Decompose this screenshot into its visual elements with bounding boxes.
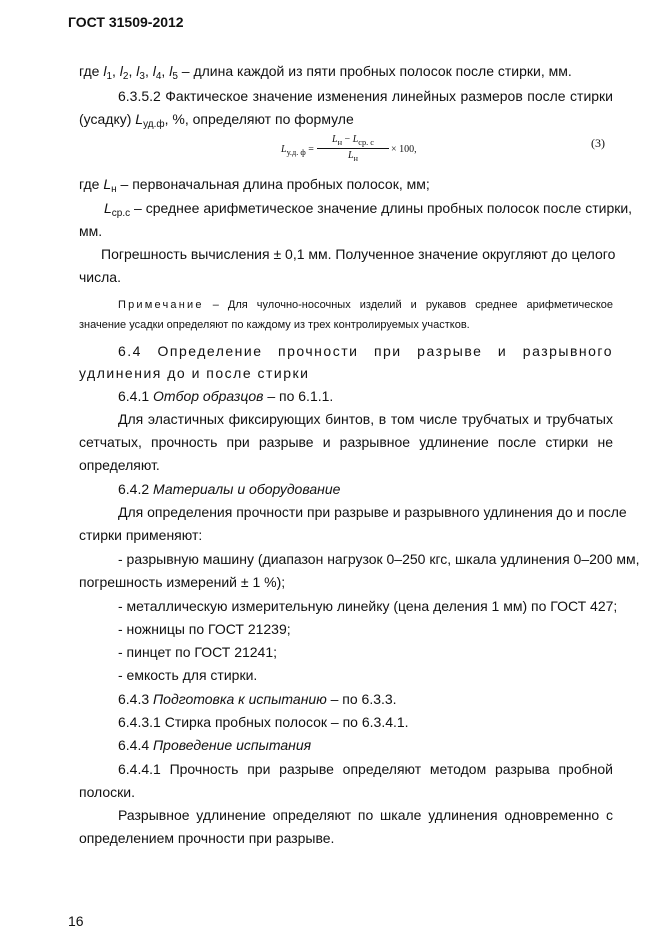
list-item: - разрывную машину (диапазон нагрузок 0–250 кгс, шкала удлинения 0–200 мм, [118, 551, 640, 567]
page-number: 16 [68, 913, 84, 929]
subsection-6-4-1: 6.4.1 Отбор образцов – по 6.1.1. [118, 388, 334, 404]
list-item-cont: погрешность измерений ± 1 %); [79, 574, 286, 590]
formula-lhs: $L_{у.д. ф}$ = [281, 144, 314, 157]
subsection-6-4-2: 6.4.2 Материалы и оборудование [118, 481, 341, 497]
paragraph-l-definition: где $l_1$, $l_2$, $l_3$, $l_4$, $l_5$ – длина каждой из пяти пробных полосок после стирки, мм. [79, 63, 572, 82]
paragraph-6-4-4-1: 6.4.4.1 Прочность при разрыве определяют методом разрыва пробной [118, 761, 613, 777]
paragraph-6-3-5-2: 6.3.5.2 Фактическое значение изменения линейных размеров после стирки [118, 88, 613, 104]
note: Примечание – Для чулочно-носочных изделий и рукавов среднее арифметическое [118, 299, 613, 311]
paragraph-elongation-cont: определением прочности при разрыве. [79, 830, 335, 846]
list-item: - емкость для стирки. [118, 667, 258, 683]
section-heading-6-4-cont: удлинения до и после стирки [79, 365, 310, 381]
paragraph-precision: Погрешность вычисления ± 0,1 мм. Полученное значение округляют до целого [101, 246, 616, 262]
list-item: - металлическую измерительную линейку (цена деления 1 мм) по ГОСТ 427; [118, 598, 618, 614]
note-cont: значение усадки определяют по каждому из трех контролируемых участков. [79, 319, 470, 331]
formula-multiplier: × 100, [391, 144, 417, 155]
formula-numerator: $L_н - L_{ср. с}$ [317, 134, 389, 149]
formula-3 [281, 134, 421, 164]
list-item: - пинцет по ГОСТ 21241; [118, 644, 278, 660]
subsection-6-4-4: 6.4.4 Проведение испытания [118, 737, 312, 753]
paragraph-precision-cont: числа. [79, 269, 121, 285]
note-label: Примечание [118, 299, 204, 311]
paragraph-equipment: Для определения прочности при разрыве и разрывного удлинения до и после [118, 504, 627, 520]
list-item: - ножницы по ГОСТ 21239; [118, 621, 291, 637]
paragraph-lsr-definition: $L_{ср.с}$ – среднее арифметическое значение длины пробных полосок после стирки, [104, 200, 633, 219]
paragraph-elastic-cont: сетчатых, прочность при разрыве и разрывное удлинение после стирки не [79, 434, 613, 450]
paragraph-elastic-end: определяют. [79, 457, 160, 473]
paragraph-lsr-cont: мм. [79, 223, 103, 239]
paragraph-6-4-4-1-cont: полоски. [79, 784, 136, 800]
formula-denominator: $L_н$ [347, 150, 359, 163]
paragraph-equipment-cont: стирки применяют: [79, 527, 203, 543]
subsection-6-4-3-1: 6.4.3.1 Стирка пробных полосок – по 6.3.4.1. [118, 714, 409, 730]
paragraph-elongation: Разрывное удлинение определяют по шкале удлинения одновременно с [118, 807, 613, 823]
document-header: ГОСТ 31509-2012 [68, 14, 184, 30]
section-heading-6-4: 6.4 Определение прочности при разрыве и разрывного [118, 343, 613, 359]
paragraph-ln-definition: где $L_н$ – первоначальная длина пробных полосок, мм; [79, 176, 430, 195]
paragraph-6-3-5-2-cont: (усадку) $L_{уд.ф}$, %, определяют по формуле [79, 111, 354, 130]
equation-number: (3) [591, 136, 605, 150]
paragraph-elastic: Для эластичных фиксирующих бинтов, в том числе трубчатых и трубчатых [118, 411, 613, 427]
formula-fraction [317, 134, 389, 163]
subsection-6-4-3: 6.4.3 Подготовка к испытанию – по 6.3.3. [118, 691, 397, 707]
